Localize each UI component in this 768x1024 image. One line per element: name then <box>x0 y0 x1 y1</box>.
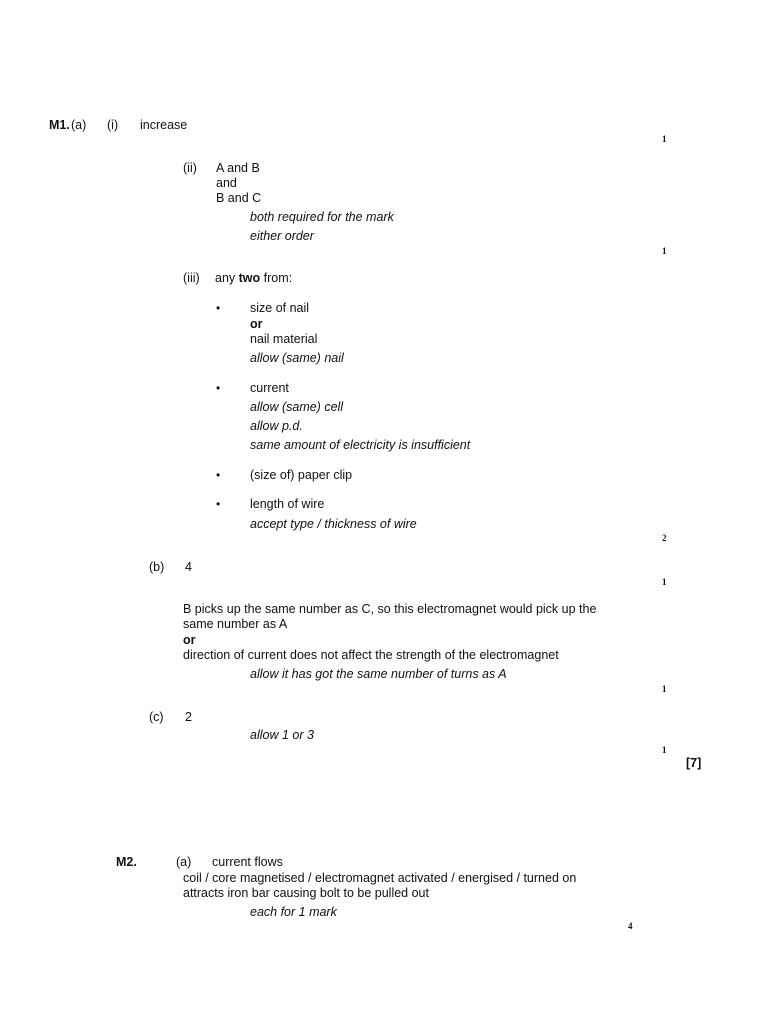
answer-text: 4 <box>185 560 192 574</box>
marking-note: allow (same) nail <box>250 351 344 365</box>
bullet-icon: • <box>216 468 221 482</box>
total-marks: [7] <box>686 756 702 770</box>
part-label-b: (b) <box>149 560 165 574</box>
marking-note: either order <box>250 229 314 243</box>
mark-value: 1 <box>662 684 667 694</box>
part-label-a: (a) <box>176 855 192 869</box>
mark-value: 1 <box>662 246 667 256</box>
answer-text: B and C <box>216 191 262 205</box>
part-label-a: (a) <box>71 118 87 132</box>
or-text: or <box>250 317 263 331</box>
answer-text: and <box>216 176 237 190</box>
answer-text: increase <box>140 118 188 132</box>
answer-text: length of wire <box>250 497 325 511</box>
marking-note: both required for the mark <box>250 210 394 224</box>
question-label-m1: M1. <box>49 118 70 132</box>
answer-text: current <box>250 381 289 395</box>
answer-text: (size of) paper clip <box>250 468 353 482</box>
bullet-icon: • <box>216 497 221 511</box>
answer-text: current flows <box>212 855 283 869</box>
mark-value: 1 <box>662 134 667 144</box>
subpart-label-iii: (iii) <box>183 271 200 285</box>
or-text: or <box>183 633 196 647</box>
marking-note: each for 1 mark <box>250 905 337 919</box>
answer-text: nail material <box>250 332 318 346</box>
marking-note: allow 1 or 3 <box>250 728 314 742</box>
answer-text: same number as A <box>183 617 288 631</box>
mark-value: 1 <box>662 745 667 755</box>
part-label-c: (c) <box>149 710 164 724</box>
marking-note: allow p.d. <box>250 419 303 433</box>
bullet-icon: • <box>216 301 221 315</box>
bullet-icon: • <box>216 381 221 395</box>
marking-note: same amount of electricity is insufficient <box>250 438 471 452</box>
answer-text: A and B <box>216 161 260 175</box>
marking-note: accept type / thickness of wire <box>250 517 417 531</box>
answer-text: B picks up the same number as C, so this electromagnet would pick up the <box>183 602 597 616</box>
answer-text: 2 <box>185 710 192 724</box>
marking-note: allow it has got the same number of turns as A <box>250 667 507 681</box>
answer-text: coil / core magnetised / electromagnet activated / energised / turned on <box>183 871 577 885</box>
instruction-text: any two from: <box>215 271 293 285</box>
answer-text: size of nail <box>250 301 310 315</box>
answer-text: direction of current does not affect the strength of the electromagnet <box>183 648 559 662</box>
mark-value: 1 <box>662 577 667 587</box>
question-label-m2: M2. <box>116 855 137 869</box>
marking-note: allow (same) cell <box>250 400 344 414</box>
subpart-label-ii: (ii) <box>183 161 197 175</box>
mark-value: 2 <box>662 533 667 543</box>
subpart-label-i: (i) <box>107 118 119 132</box>
mark-value: 4 <box>628 921 633 931</box>
answer-text: attracts iron bar causing bolt to be pulled out <box>183 886 429 900</box>
